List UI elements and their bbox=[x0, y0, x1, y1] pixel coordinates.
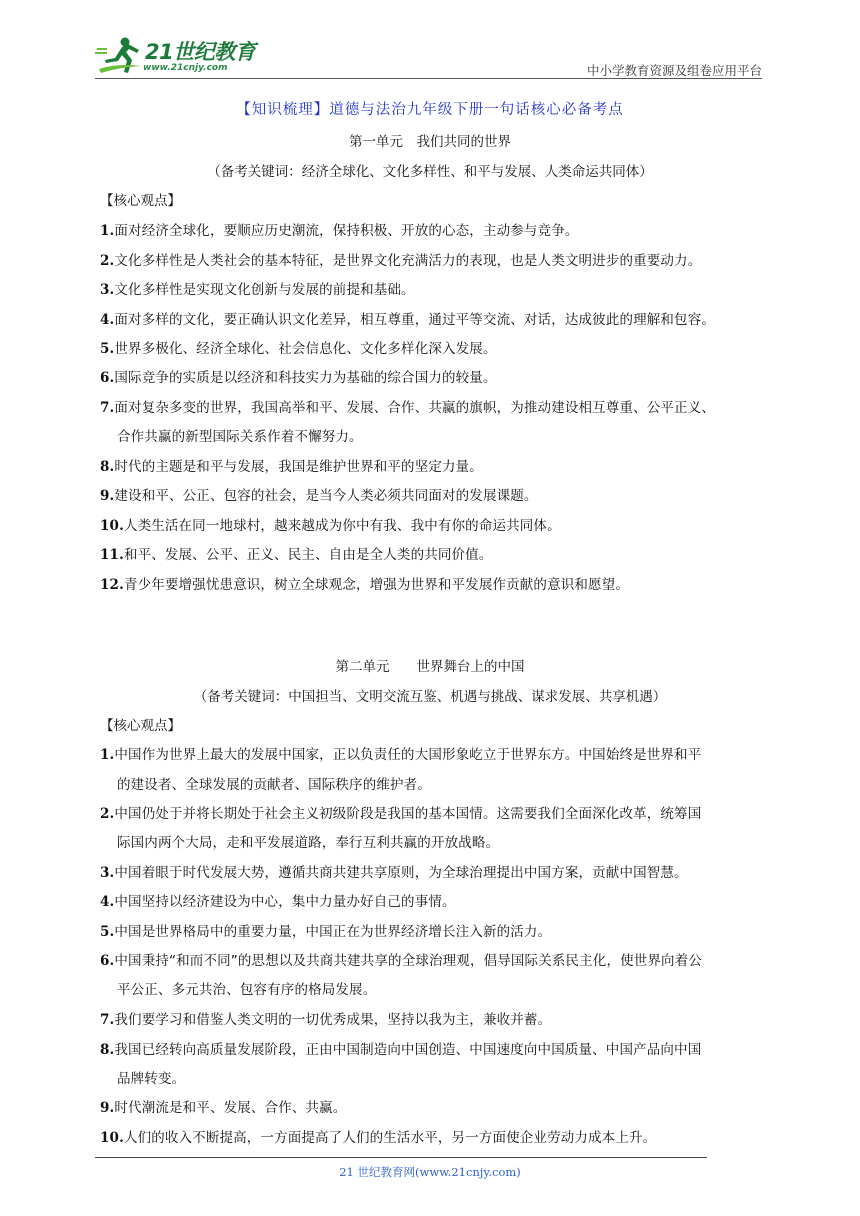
header-tagline: 中小学教育资源及组卷应用平台 bbox=[586, 63, 762, 78]
unit2-section-label: 【核心观点】 bbox=[100, 718, 181, 734]
list-item: 3.文化多样性是实现文化创新与发展的前提和基础。 bbox=[100, 282, 415, 298]
list-item: 1.中国作为世界上最大的发展中国家，正以负责任的大国形象屹立于世界东方。中国始终是世界和平 bbox=[100, 747, 702, 763]
list-item: 4.面对多样的文化，要正确认识文化差异，相互尊重，通过平等交流、对话，达成彼此的理解和包容。 bbox=[100, 312, 716, 328]
list-item: 12.青少年要增强忧患意识，树立全球观念，增强为世界和平发展作贡献的意识和愿望。 bbox=[100, 577, 629, 593]
list-item: 1.面对经济全球化，要顺应历史潮流，保持积极、开放的心态，主动参与竞争。 bbox=[100, 223, 579, 239]
list-item: 10.人类生活在同一地球村，越来越成为你中有我、我中有你的命运共同体。 bbox=[100, 518, 561, 534]
unit1-heading: 第一单元 我们共同的世界 bbox=[349, 134, 511, 150]
document-title: 【知识梳理】道德与法治九年级下册一句话核心必备考点 bbox=[236, 102, 624, 118]
page-header bbox=[95, 34, 762, 79]
footer-link[interactable]: 21 世纪教育网(www.21cnjy.com) bbox=[339, 1165, 521, 1179]
list-item: 5.中国是世界格局中的重要力量，中国正在为世界经济增长注入新的活力。 bbox=[100, 924, 552, 940]
list-item: 4.中国坚持以经济建设为中心，集中力量办好自己的事情。 bbox=[100, 894, 456, 910]
unit1-keywords: （备考关键词：经济全球化、文化多样性、和平与发展、人类命运共同体） bbox=[207, 164, 653, 180]
list-item-continuation: 合作共赢的新型国际关系作着不懈努力。 bbox=[117, 429, 363, 445]
list-item: 9.建设和平、公正、包容的社会，是当今人类必须共同面对的发展课题。 bbox=[100, 488, 538, 504]
logo-wordmark: 21世纪教育 bbox=[145, 40, 256, 64]
list-item: 6.国际竞争的实质是以经济和科技实力为基础的综合国力的较量。 bbox=[100, 370, 497, 386]
list-item: 8.时代的主题是和平与发展，我国是维护世界和平的坚定力量。 bbox=[100, 459, 483, 475]
list-item: 7.面对复杂多变的世界，我国高举和平、发展、合作、共赢的旗帜，为推动建设相互尊重、公平正义、 bbox=[100, 400, 716, 416]
list-item: 5.世界多极化、经济全球化、社会信息化、文化多样化深入发展。 bbox=[100, 341, 497, 357]
site-logo[interactable] bbox=[95, 34, 265, 78]
list-item-continuation: 的建设者、全球发展的贡献者、国际秩序的维护者。 bbox=[117, 777, 431, 793]
unit2-keywords: （备考关键词：中国担当、文明交流互鉴、机遇与挑战、谋求发展、共享机遇） bbox=[193, 689, 667, 705]
list-item: 10.人们的收入不断提高，一方面提高了人们的生活水平，另一方面使企业劳动力成本上升。 bbox=[100, 1130, 657, 1146]
runner-logo-icon bbox=[95, 36, 147, 76]
list-item: 11.和平、发展、公平、正义、民主、自由是全人类的共同价值。 bbox=[100, 547, 493, 563]
list-item-continuation: 平公正、多元共治、包容有序的格局发展。 bbox=[117, 982, 377, 998]
list-item: 2.中国仍处于并将长期处于社会主义初级阶段是我国的基本国情。这需要我们全面深化改革，统筹国 bbox=[100, 806, 702, 822]
list-item: 3.中国着眼于时代发展大势，遵循共商共建共享原则，为全球治理提出中国方案，贡献中国智慧。 bbox=[100, 865, 688, 881]
list-item-continuation: 品牌转变。 bbox=[117, 1071, 186, 1087]
list-item: 2.文化多样性是人类社会的基本特征，是世界文化充满活力的表现，也是人类文明进步的重要动力。 bbox=[100, 253, 702, 269]
list-item-continuation: 际国内两个大局，走和平发展道路，奉行互利共赢的开放战略。 bbox=[117, 835, 500, 851]
unit1-section-label: 【核心观点】 bbox=[100, 193, 181, 209]
logo-url: www.21cnjy.com bbox=[143, 63, 228, 73]
list-item: 6.中国秉持“和而不同”的思想以及共商共建共享的全球治理观，倡导国际关系民主化，使世界向着公 bbox=[100, 953, 702, 969]
footer-divider bbox=[95, 1157, 707, 1158]
list-item: 8.我国已经转向高质量发展阶段，正由中国制造向中国创造、中国速度向中国质量、中国产品向中国 bbox=[100, 1042, 702, 1058]
unit2-heading: 第二单元 世界舞台上的中国 bbox=[335, 659, 525, 675]
list-item: 9.时代潮流是和平、发展、合作、共赢。 bbox=[100, 1100, 347, 1116]
list-item: 7.我们要学习和借鉴人类文明的一切优秀成果，坚持以我为主，兼收并蓄。 bbox=[100, 1012, 552, 1028]
header-divider bbox=[95, 78, 762, 79]
